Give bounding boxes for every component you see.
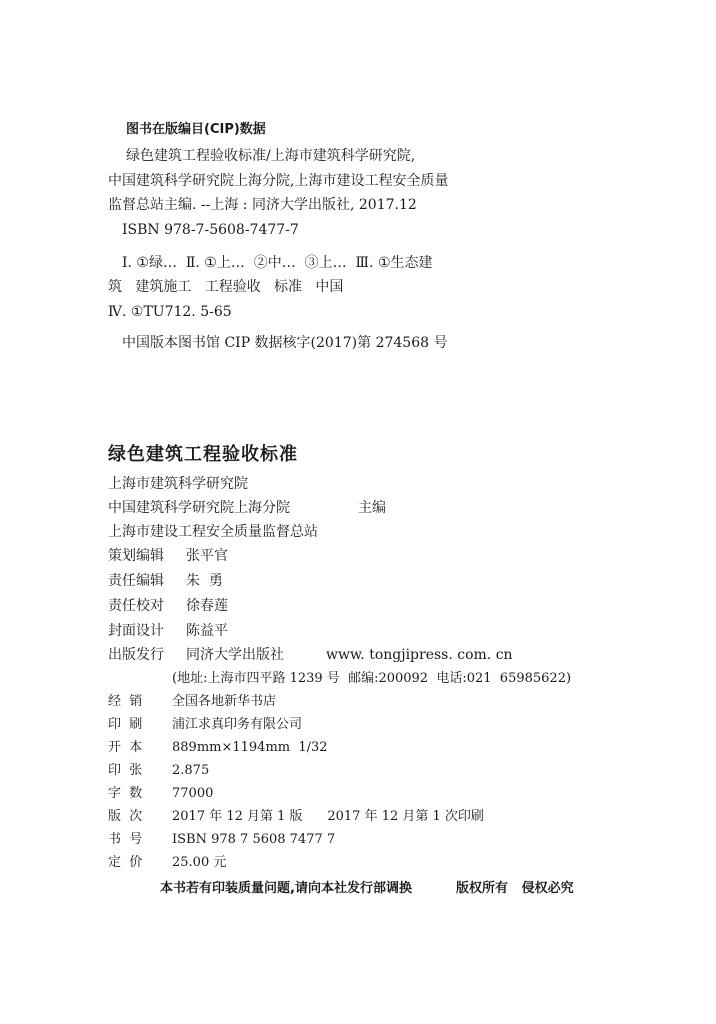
spec-label: 经 销 xyxy=(108,694,143,709)
credit-label: 策划编辑 xyxy=(108,548,164,564)
footer-notice: 本书若有印装质量问题,请向本社发行部调换 xyxy=(160,881,412,896)
spec-value: 2.875 xyxy=(172,763,210,778)
cip-heading: 图书在版编目(CIP)数据 xyxy=(126,122,266,137)
cip-core-number: 中国版本图书馆 CIP 数据核字(2017)第 274568 号 xyxy=(122,335,448,351)
spec-value: 889mm×1194mm 1/32 xyxy=(172,740,328,755)
publisher-address: (地址:上海市四平路 1239 号 邮编:200092 电话:021 65985622) xyxy=(172,671,572,686)
credit-value: 朱 勇 xyxy=(186,573,223,589)
spec-value: 浦江求真印务有限公司 xyxy=(172,717,303,732)
publish-label: 出版发行 xyxy=(108,647,164,663)
cip-line-3: 监督总站主编. --上海 : 同济大学出版社, 2017.12 xyxy=(108,197,417,213)
credit-label: 责任校对 xyxy=(108,598,164,614)
spec-label: 书 号 xyxy=(108,832,143,847)
author-1: 上海市建筑科学研究院 xyxy=(108,476,248,492)
cip-subject-line-3: Ⅳ. ①TU712. 5-65 xyxy=(108,304,232,320)
author-3: 上海市建设工程安全质量监督总站 xyxy=(108,524,318,540)
author-2: 中国建筑科学研究院上海分院 xyxy=(108,500,290,516)
spec-value: 77000 xyxy=(172,786,214,801)
cip-line-1: 绿色建筑工程验收标准/上海市建筑科学研究院, xyxy=(126,148,416,164)
spec-label: 定 价 xyxy=(108,855,143,870)
spec-value: ISBN 978 7 5608 7477 7 xyxy=(172,832,336,847)
publisher-name: 同济大学出版社 xyxy=(186,647,284,663)
spec-label: 开 本 xyxy=(108,740,143,755)
author-role: 主编 xyxy=(358,500,386,516)
spec-label: 版 次 xyxy=(108,809,143,824)
spec-value: 25.00 元 xyxy=(172,855,227,870)
book-title: 绿色建筑工程验收标准 xyxy=(108,444,298,465)
credit-value: 张平官 xyxy=(186,548,228,564)
credit-value: 徐春莲 xyxy=(186,598,228,614)
spec-value: 全国各地新华书店 xyxy=(172,694,277,709)
spec-label: 印 张 xyxy=(108,763,143,778)
credit-value: 陈益平 xyxy=(186,623,228,639)
publisher-website: www. tongjipress. com. cn xyxy=(326,647,513,663)
spec-label: 字 数 xyxy=(108,786,143,801)
cip-subject-line-2: 筑 建筑施工 工程验收 标准 中国 xyxy=(108,279,344,295)
cip-line-2: 中国建筑科学研究院上海分院,上海市建设工程安全质量 xyxy=(108,173,449,189)
credit-label: 责任编辑 xyxy=(108,573,164,589)
cip-subject-line-1: Ⅰ. ①绿… Ⅱ. ①上… ②中… ③上… Ⅲ. ①生态建 xyxy=(122,255,433,271)
footer-rights: 版权所有 侵权必究 xyxy=(456,881,574,896)
credit-label: 封面设计 xyxy=(108,623,164,639)
spec-value: 2017 年 12 月第 1 版 2017 年 12 月第 1 次印刷 xyxy=(172,809,484,824)
cip-isbn: ISBN 978-7-5608-7477-7 xyxy=(122,222,299,238)
spec-label: 印 刷 xyxy=(108,717,143,732)
